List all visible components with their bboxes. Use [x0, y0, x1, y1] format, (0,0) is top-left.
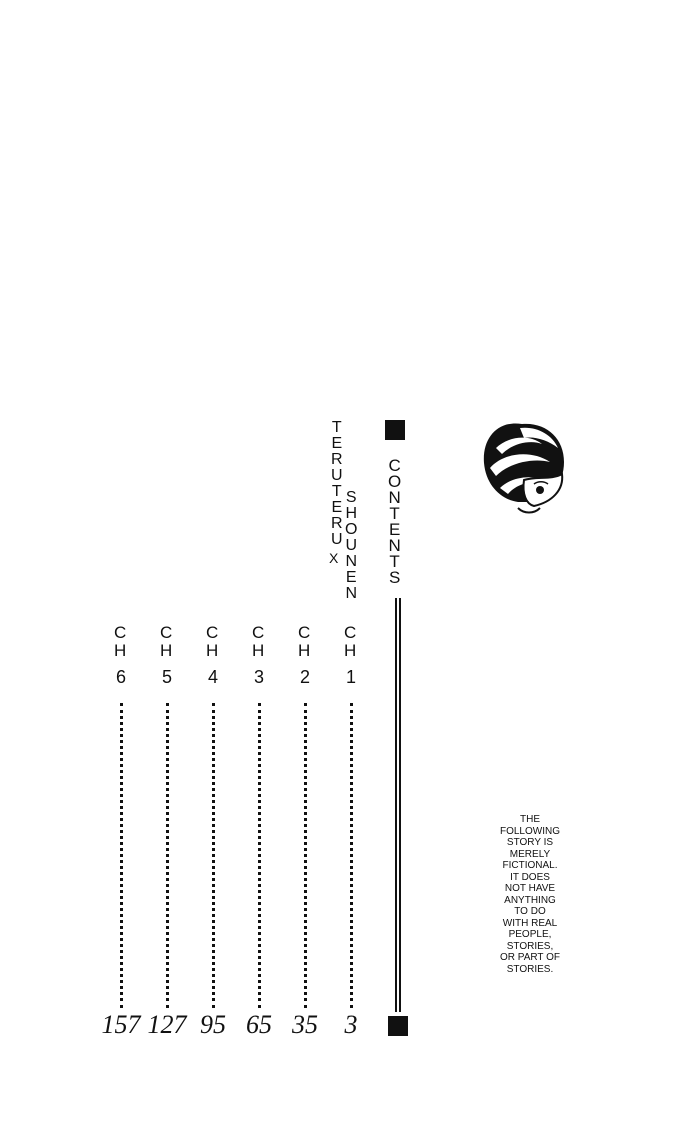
contents_heading-letter: N: [388, 536, 401, 555]
chapter-label-letter: H: [114, 641, 127, 660]
contents_heading-letter: O: [388, 472, 402, 491]
heading-square-bottom: [388, 1016, 408, 1036]
chapter-page-number: 3: [344, 1010, 358, 1039]
series_title-letter: T: [331, 483, 342, 500]
disclaimer-line: FICTIONAL.: [502, 860, 558, 871]
chapter-label: [160, 624, 172, 660]
contents_heading-letter: C: [388, 456, 401, 475]
series_subtitle-letter: N: [345, 585, 357, 602]
leader-dots: [120, 703, 127, 1008]
series_title-letter: E: [331, 499, 343, 516]
disclaimer-line: OR PART OF: [499, 952, 560, 963]
chapter-page-number: 35: [292, 1010, 318, 1039]
contents_heading-letter: T: [389, 552, 400, 571]
series_title-letter: U: [331, 531, 343, 548]
disclaimer-line: STORY IS: [506, 837, 554, 848]
chapter-label: [344, 624, 356, 660]
series_title-letter: R: [331, 451, 343, 468]
chapter-label: [206, 624, 218, 660]
chapter-number: 4: [207, 667, 218, 687]
contents-heading: [388, 458, 401, 586]
chapter-label-letter: H: [160, 641, 173, 660]
divider-line-right: [399, 598, 401, 1012]
series_subtitle-letter: E: [345, 569, 357, 586]
chapter-page-number: 157: [101, 1010, 141, 1039]
chapter-label-letter: C: [298, 623, 311, 642]
disclaimer-line: THE: [520, 814, 540, 825]
chapter-label-letter: H: [206, 641, 219, 660]
disclaimer-line: TO DO: [514, 906, 546, 917]
chapter-label-letter: H: [252, 641, 265, 660]
disclaimer-line: STORIES.: [506, 963, 554, 975]
series-x: X: [329, 550, 339, 566]
leader-dots: [258, 703, 265, 1008]
series_subtitle-letter: H: [345, 505, 357, 522]
contents_heading-letter: S: [388, 568, 401, 587]
chapter-page-number: 95: [200, 1010, 226, 1039]
chapter-label-letter: C: [344, 623, 357, 642]
chapter-number: 6: [115, 667, 126, 687]
chapter-number: 2: [299, 667, 310, 687]
chapter-label-letter: H: [344, 641, 357, 660]
disclaimer-line: NOT HAVE: [504, 883, 556, 894]
swirl-hair-face-icon: [478, 418, 570, 518]
series_title-letter: U: [331, 467, 343, 484]
disclaimer-line: MERELY: [509, 848, 551, 860]
chapter-number: 5: [161, 667, 172, 687]
series_subtitle-letter: N: [345, 553, 357, 570]
disclaimer-line: FOLLOWING: [499, 825, 560, 837]
chapter-label-letter: C: [206, 623, 219, 642]
chapter-label-letter: H: [298, 641, 311, 660]
leader-dots: [166, 703, 173, 1008]
chapter-label-letter: C: [252, 623, 265, 642]
chapter-number: 1: [345, 667, 356, 687]
series_subtitle-letter: S: [345, 489, 357, 506]
series_title-letter: E: [331, 435, 343, 452]
contents_heading-letter: E: [388, 520, 401, 539]
disclaimer-line: PEOPLE,: [508, 929, 552, 940]
leader-dots: [212, 703, 219, 1008]
series-title: [331, 420, 343, 548]
series_title-letter: T: [331, 419, 342, 436]
disclaimer-line: ANYTHING: [504, 894, 556, 906]
disclaimer-line: WITH REAL: [502, 917, 558, 929]
chapter-page-number: 65: [246, 1010, 272, 1039]
disclaimer: [480, 814, 580, 975]
leader-dots: [350, 703, 357, 1008]
chapter-number: 3: [253, 667, 264, 687]
chapter-page-number: 127: [147, 1010, 187, 1039]
leader-dots: [304, 703, 311, 1008]
series_subtitle-letter: U: [345, 537, 357, 554]
disclaimer-line: STORIES,: [506, 940, 554, 952]
contents_heading-letter: T: [389, 504, 400, 523]
disclaimer-line: IT DOES: [510, 871, 550, 883]
heading-square-top: [385, 420, 405, 440]
series_title-letter: R: [331, 515, 343, 532]
chapter-label-letter: C: [114, 623, 127, 642]
chapter-label-letter: C: [160, 623, 173, 642]
chapter-label: [298, 624, 310, 660]
contents_heading-letter: N: [388, 488, 401, 507]
series_subtitle-letter: O: [345, 521, 358, 538]
series-subtitle: [345, 490, 357, 602]
chapter-label: [114, 624, 126, 660]
chapter-label: [252, 624, 264, 660]
divider-line-left: [395, 598, 397, 1012]
